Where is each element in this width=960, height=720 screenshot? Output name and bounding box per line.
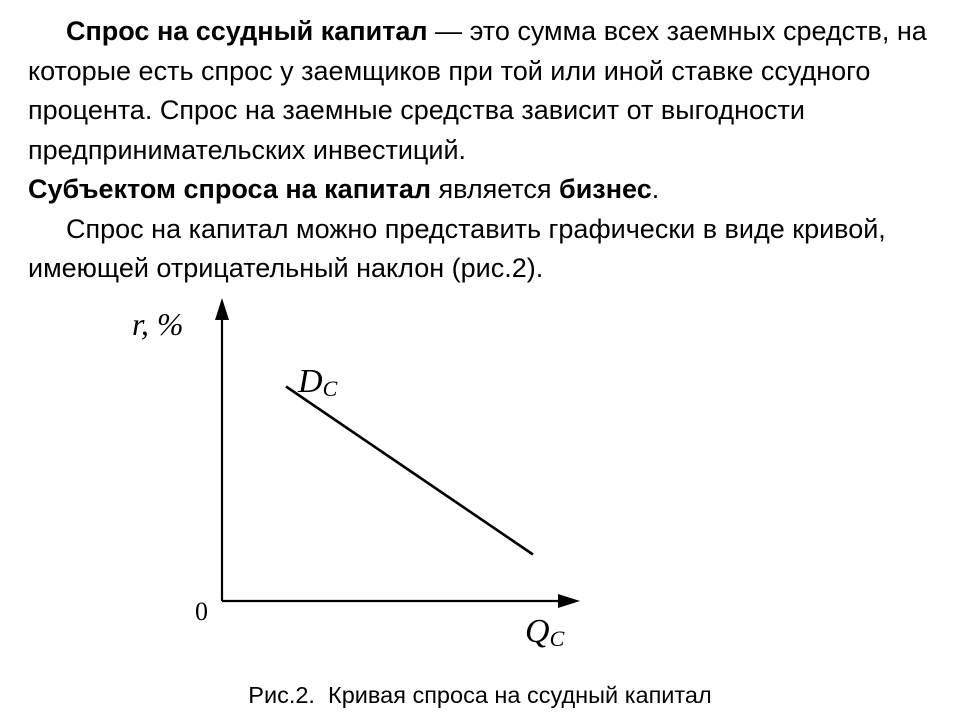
x-axis-label (525, 613, 565, 651)
graph-intro-text: Спрос на капитал можно представить графически в виде кривой, имеющей отрицательный наклон (рис.2). (28, 213, 886, 283)
y-axis-arrow (215, 298, 229, 320)
subject-connector: является (431, 174, 560, 204)
term-subject-of-demand: Субъектом спроса на капитал (28, 174, 431, 204)
subject-period: . (651, 174, 660, 204)
curve-label-main: D (298, 363, 323, 400)
term-demand-loan-capital: Спрос на ссудный капитал (66, 16, 428, 46)
curve-label (297, 363, 338, 401)
curve-label-sub: C (322, 376, 338, 401)
origin-label: 0 (195, 597, 208, 626)
x-axis-label-main: Q (525, 613, 550, 650)
demand-curve-line (286, 387, 533, 555)
x-axis-label-sub: C (549, 626, 565, 651)
figure-caption (0, 680, 960, 710)
definition-text: — это сумма всех заемных средств, на которые есть спрос у заемщиков при той или иной ставке ссудного процента. Спрос на заемные средства зависит от выгодности предпринимательских инвестиций. (28, 16, 927, 165)
x-axis-arrow (558, 594, 580, 608)
caption-number: Рис.2. (248, 682, 315, 708)
caption-text: Кривая спроса на ссудный капитал (328, 682, 712, 708)
y-axis-label: r, % (132, 306, 184, 342)
term-business: бизнес (559, 174, 652, 204)
